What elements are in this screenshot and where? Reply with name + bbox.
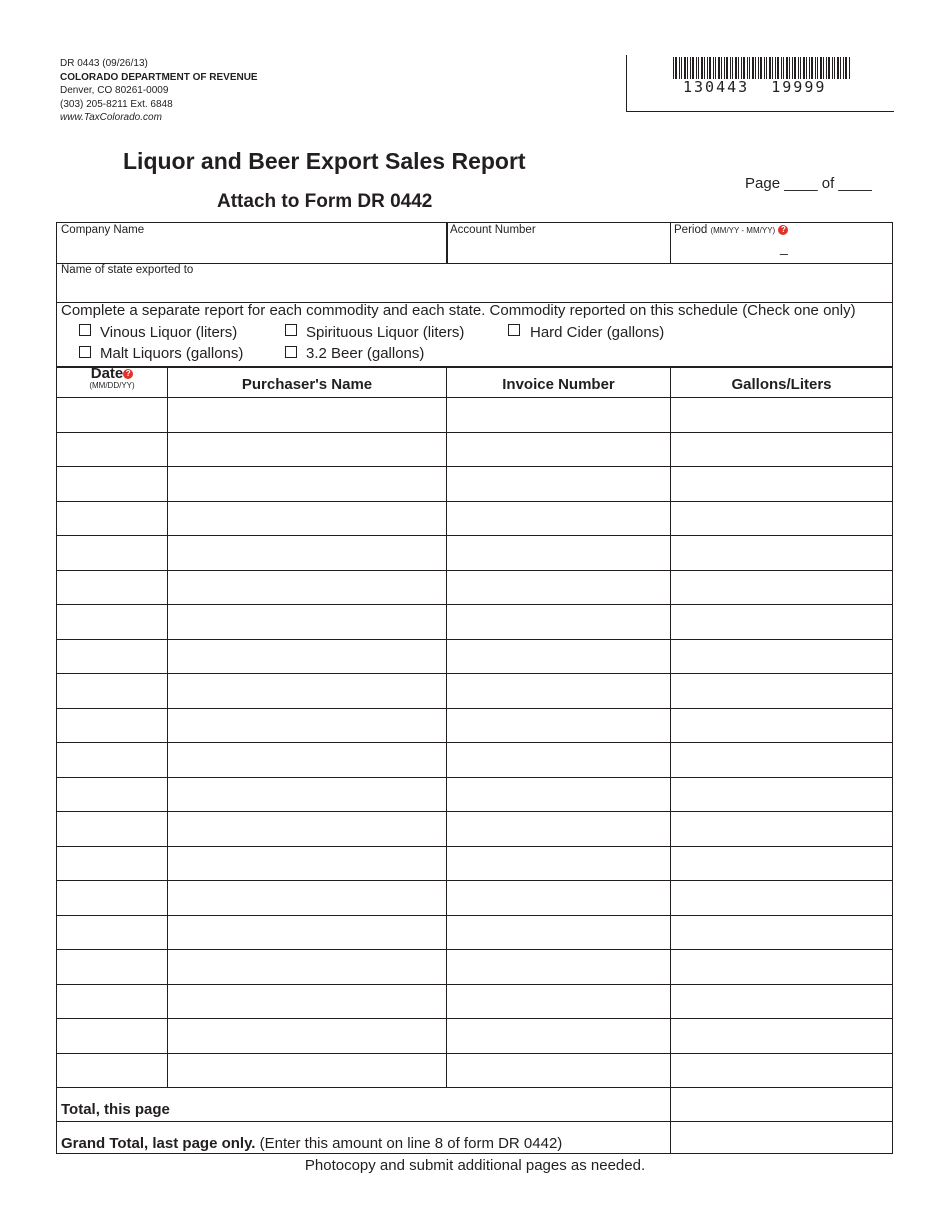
barcode-bar	[832, 57, 833, 79]
grand-total-text: Grand Total, last page only.	[61, 1135, 256, 1152]
barcode-bar	[826, 57, 827, 79]
vinous-liquor-label: Vinous Liquor (liters)	[100, 324, 238, 341]
malt-liquors-label: Malt Liquors (gallons)	[100, 345, 244, 362]
barcode-bar	[743, 57, 745, 79]
purchaser-input[interactable]	[171, 953, 443, 979]
invoice-input[interactable]	[450, 505, 667, 531]
barcode-bar	[726, 57, 728, 79]
amount-input[interactable]	[674, 1057, 887, 1083]
date-input[interactable]	[60, 1057, 165, 1083]
invoice-input[interactable]	[450, 1057, 667, 1083]
purchaser-input[interactable]	[171, 574, 443, 600]
date-input[interactable]	[60, 884, 165, 910]
barcode-bar	[687, 57, 688, 79]
barcode-bar	[828, 57, 830, 79]
amount-column-header: Gallons/Liters	[731, 376, 832, 393]
barcode-bar	[783, 57, 784, 79]
purchaser-input[interactable]	[171, 608, 443, 634]
date-input[interactable]	[60, 505, 165, 531]
grand-total-input[interactable]	[675, 1125, 887, 1151]
purchaser-input[interactable]	[171, 401, 443, 427]
grand-total-label	[61, 1135, 562, 1152]
amount-input[interactable]	[674, 505, 887, 531]
barcode-bar	[820, 57, 822, 79]
invoice-column-header: Invoice Number	[502, 376, 615, 393]
purchaser-input[interactable]	[171, 781, 443, 807]
invoice-input[interactable]	[450, 401, 667, 427]
state-exported-label: Name of state exported to	[61, 264, 194, 276]
amount-input[interactable]	[674, 781, 887, 807]
amount-input[interactable]	[674, 850, 887, 876]
barcode-bar	[845, 57, 847, 79]
barcode-bar	[840, 57, 841, 79]
date-input[interactable]	[60, 815, 165, 841]
barcode-bar	[764, 57, 765, 79]
invoice-input[interactable]	[450, 574, 667, 600]
agency-website: www.TaxColorado.com	[60, 112, 162, 123]
barcode-bar	[713, 57, 714, 79]
barcode-bar	[696, 57, 697, 79]
barcode-bar	[794, 57, 796, 79]
invoice-input[interactable]	[450, 643, 667, 669]
invoice-input[interactable]	[450, 988, 667, 1014]
barcode-bar	[752, 57, 754, 79]
barcode-bar	[809, 57, 810, 79]
amount-input[interactable]	[674, 884, 887, 910]
barcode-bar	[721, 57, 722, 79]
barcode-bar	[704, 57, 705, 79]
date-input[interactable]	[60, 781, 165, 807]
barcode-bar	[681, 57, 682, 79]
amount-input[interactable]	[674, 746, 887, 772]
invoice-input[interactable]	[450, 884, 667, 910]
purchaser-input[interactable]	[171, 884, 443, 910]
purchaser-input[interactable]	[171, 539, 443, 565]
account-number-label: Account Number	[450, 224, 536, 236]
invoice-input[interactable]	[450, 677, 667, 703]
amount-input[interactable]	[674, 574, 887, 600]
barcode-bar	[701, 57, 703, 79]
invoice-input[interactable]	[450, 919, 667, 945]
barcode-bar	[823, 57, 824, 79]
date-input[interactable]	[60, 850, 165, 876]
date-input[interactable]	[60, 539, 165, 565]
barcode	[673, 57, 853, 79]
barcode-bar	[741, 57, 742, 79]
period-label-text: Period	[674, 224, 708, 236]
barcode-bar	[755, 57, 756, 79]
invoice-input[interactable]	[450, 781, 667, 807]
invoice-input[interactable]	[450, 436, 667, 462]
purchaser-column-header: Purchaser's Name	[241, 376, 373, 393]
page-indicator: Page ____ of ____	[745, 175, 872, 192]
report-form	[56, 222, 893, 1154]
barcode-bar	[803, 57, 805, 79]
page-subtitle: Attach to Form DR 0442	[217, 191, 433, 212]
invoice-input[interactable]	[450, 1022, 667, 1048]
amount-input[interactable]	[674, 470, 887, 496]
barcode-bar	[709, 57, 711, 79]
barcode-bar	[732, 57, 733, 79]
invoice-input[interactable]	[450, 470, 667, 496]
date-input[interactable]	[60, 677, 165, 703]
grand-total-note: (Enter this amount on line 8 of form DR 0442)	[259, 1135, 563, 1152]
purchaser-input[interactable]	[171, 815, 443, 841]
purchaser-input[interactable]	[171, 712, 443, 738]
agency-address: Denver, CO 80261-0009	[60, 85, 169, 96]
date-input[interactable]	[60, 436, 165, 462]
amount-input[interactable]	[674, 436, 887, 462]
spirituous-liquor-label: Spirituous Liquor (liters)	[306, 324, 465, 341]
barcode-bar	[718, 57, 720, 79]
barcode-bar	[730, 57, 731, 79]
barcode-bar	[775, 57, 776, 79]
barcode-bar	[815, 57, 816, 79]
barcode-number: 130443 19999	[683, 78, 827, 96]
period-dash: _	[780, 239, 788, 255]
company-name-label: Company Name	[61, 224, 145, 236]
date-input[interactable]	[60, 988, 165, 1014]
barcode-bar	[781, 57, 782, 79]
beer-3-2-label: 3.2 Beer (gallons)	[306, 345, 425, 362]
barcode-bar	[758, 57, 759, 79]
barcode-bar	[772, 57, 773, 79]
purchaser-input[interactable]	[171, 643, 443, 669]
barcode-bar	[698, 57, 699, 79]
invoice-input[interactable]	[450, 539, 667, 565]
agency-header	[60, 57, 258, 125]
barcode-bar	[800, 57, 801, 79]
amount-input[interactable]	[674, 919, 887, 945]
date-input[interactable]	[60, 919, 165, 945]
period-help-icon[interactable]: ?	[778, 225, 788, 235]
page-title: Liquor and Beer Export Sales Report	[123, 148, 526, 174]
agency-phone: (303) 205-8211 Ext. 6848	[60, 98, 173, 110]
barcode-bar	[789, 57, 790, 79]
purchaser-input[interactable]	[171, 1057, 443, 1083]
amount-input[interactable]	[674, 815, 887, 841]
barcode-bar	[766, 57, 767, 79]
purchaser-input[interactable]	[171, 919, 443, 945]
barcode-bar	[735, 57, 737, 79]
barcode-bar	[792, 57, 793, 79]
purchaser-input[interactable]	[171, 505, 443, 531]
barcode-bar	[834, 57, 835, 79]
date-input[interactable]	[60, 643, 165, 669]
purchaser-input[interactable]	[171, 988, 443, 1014]
barcode-bar	[724, 57, 725, 79]
barcode-bar	[806, 57, 807, 79]
page-total-label: Total, this page	[61, 1101, 170, 1118]
barcode-bar	[817, 57, 818, 79]
barcode-bar	[837, 57, 839, 79]
date-input[interactable]	[60, 746, 165, 772]
amount-input[interactable]	[674, 1022, 887, 1048]
barcode-bar	[777, 57, 779, 79]
amount-input[interactable]	[674, 712, 887, 738]
barcode-bar	[690, 57, 691, 79]
barcode-bar	[684, 57, 686, 79]
purchaser-input[interactable]	[171, 436, 443, 462]
date-input[interactable]	[60, 712, 165, 738]
hard-cider-label: Hard Cider (gallons)	[530, 324, 665, 341]
barcode-bar	[749, 57, 750, 79]
amount-input[interactable]	[674, 677, 887, 703]
barcode-bar	[738, 57, 739, 79]
period-format: (MM/YY - MM/YY)	[710, 226, 776, 235]
barcode-bar	[811, 57, 813, 79]
amount-input[interactable]	[674, 401, 887, 427]
invoice-input[interactable]	[450, 815, 667, 841]
barcode-bar	[786, 57, 788, 79]
purchaser-input[interactable]	[171, 1022, 443, 1048]
date-format-hint: (MM/DD/YY)	[89, 381, 135, 390]
date-input[interactable]	[60, 608, 165, 634]
date-help-icon[interactable]: ?	[123, 369, 133, 379]
invoice-input[interactable]	[450, 746, 667, 772]
amount-input[interactable]	[674, 539, 887, 565]
date-header-label: Date	[90, 365, 124, 382]
barcode-bar	[849, 57, 850, 79]
amount-input[interactable]	[674, 608, 887, 634]
barcode-bar	[798, 57, 799, 79]
barcode-bar	[843, 57, 844, 79]
barcode-bar	[675, 57, 677, 79]
purchaser-input[interactable]	[171, 470, 443, 496]
barcode-bar	[715, 57, 716, 79]
amount-input[interactable]	[674, 953, 887, 979]
page-total-input[interactable]	[675, 1091, 887, 1119]
barcode-bar	[673, 57, 674, 79]
footer-note: Photocopy and submit additional pages as needed.	[304, 1157, 646, 1174]
invoice-input[interactable]	[450, 712, 667, 738]
barcode-bar	[679, 57, 680, 79]
barcode-bar	[747, 57, 748, 79]
date-input[interactable]	[60, 401, 165, 427]
date-input[interactable]	[60, 574, 165, 600]
barcode-bar	[707, 57, 708, 79]
date-input[interactable]	[60, 953, 165, 979]
invoice-input[interactable]	[450, 850, 667, 876]
barcode-bar	[692, 57, 694, 79]
purchaser-input[interactable]	[171, 677, 443, 703]
date-input[interactable]	[60, 470, 165, 496]
barcode-bar	[760, 57, 762, 79]
amount-input[interactable]	[674, 643, 887, 669]
barcode-bar	[769, 57, 771, 79]
agency-name: COLORADO DEPARTMENT OF REVENUE	[60, 71, 258, 83]
amount-input[interactable]	[674, 988, 887, 1014]
purchaser-input[interactable]	[171, 746, 443, 772]
date-input[interactable]	[60, 1022, 165, 1048]
purchaser-input[interactable]	[171, 850, 443, 876]
invoice-input[interactable]	[450, 608, 667, 634]
form-code: DR 0443 (09/26/13)	[60, 58, 148, 69]
commodity-instructions: Complete a separate report for each commodity and each state. Commodity reported on this schedule (Check one only)	[61, 302, 856, 319]
invoice-input[interactable]	[450, 953, 667, 979]
